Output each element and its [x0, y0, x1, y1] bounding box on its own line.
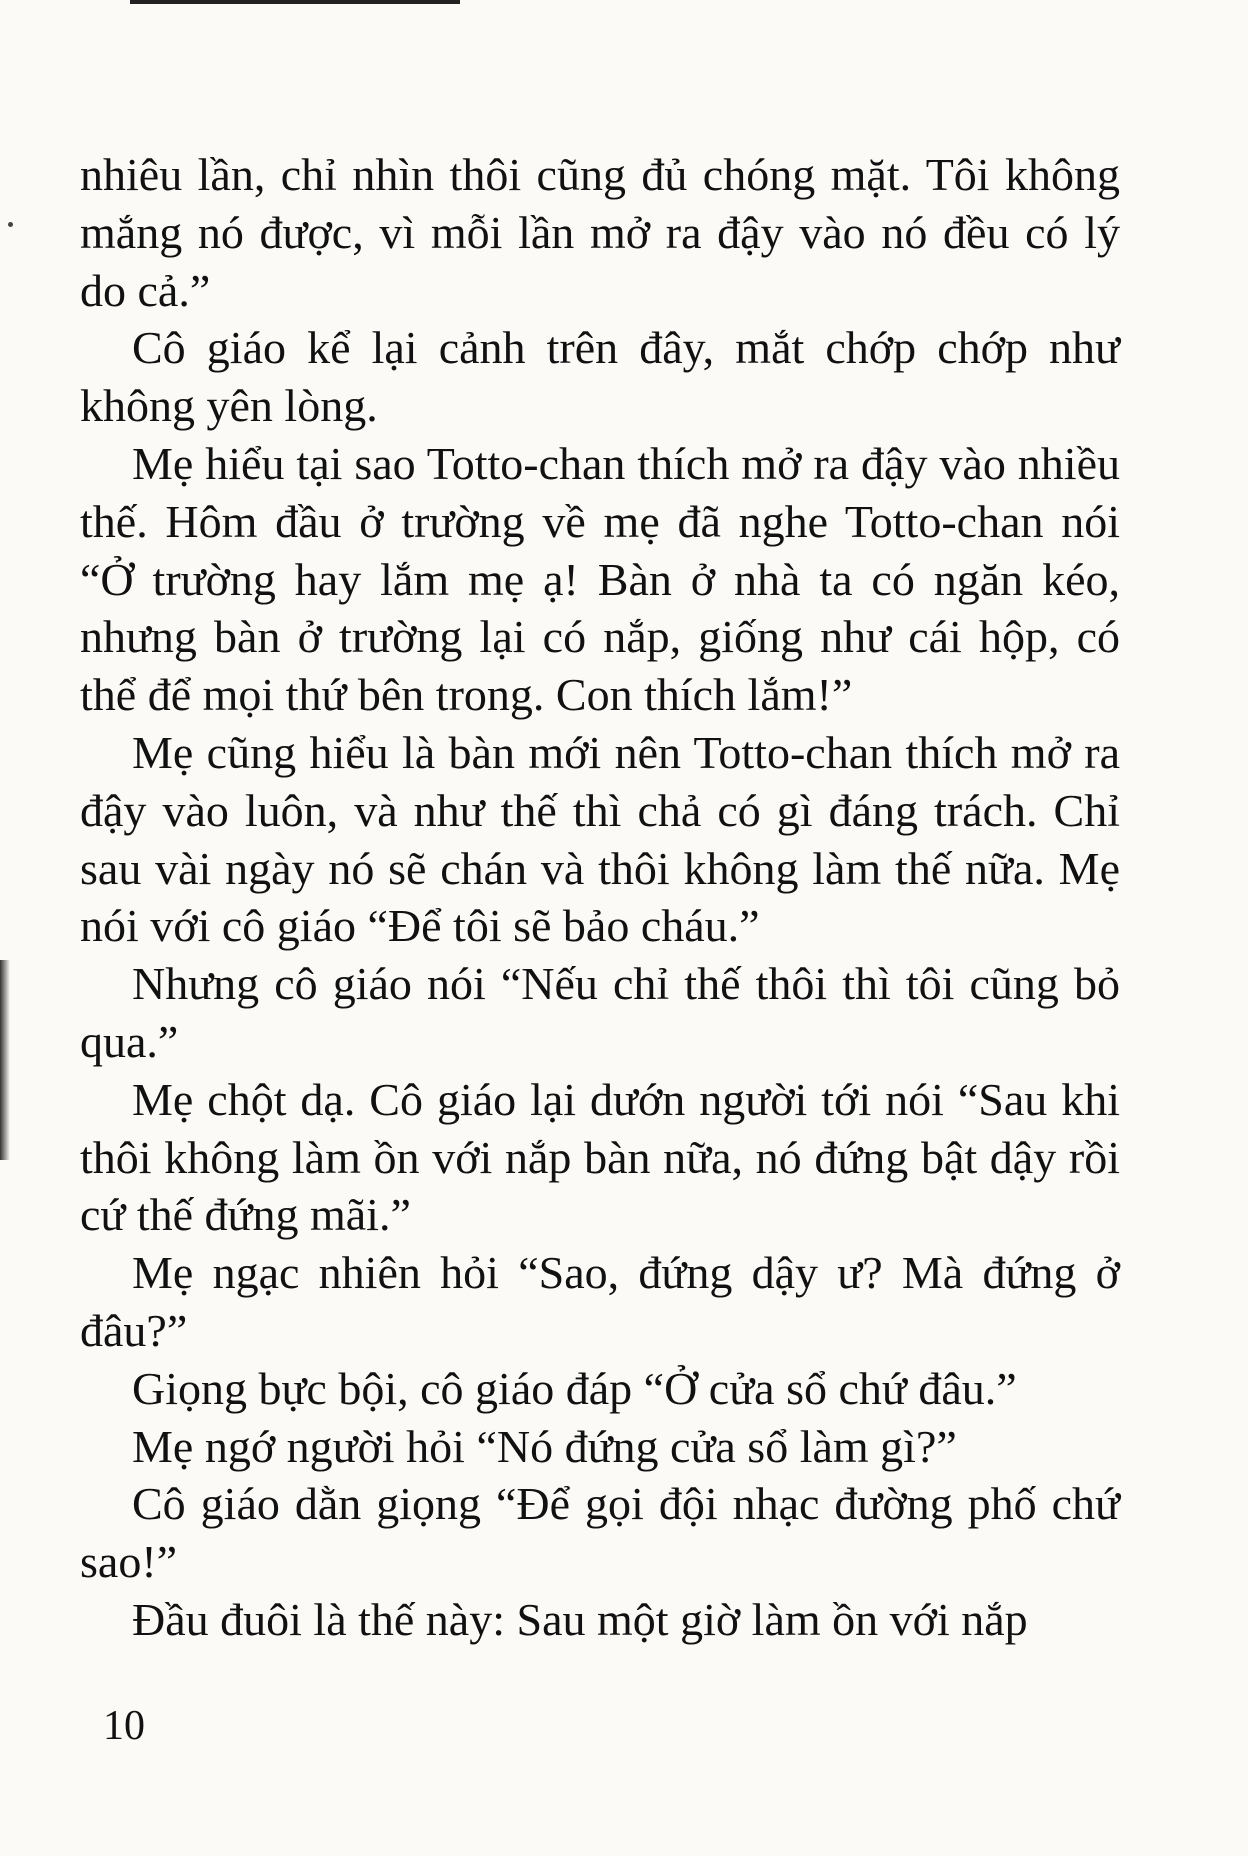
paragraph-10: Cô giáo dằn giọng “Để gọi đội nhạc đường phố chứ sao!” — [80, 1478, 1120, 1588]
paragraph-5: Nhưng cô giáo nói “Nếu chỉ thế thôi thì tôi cũng bỏ qua.” — [80, 958, 1120, 1067]
page-number: 10 — [103, 1703, 145, 1749]
paragraph-9: Mẹ ngớ người hỏi “Nó đứng cửa sổ làm gì?” — [132, 1420, 957, 1472]
header-rule — [130, 0, 460, 4]
body-text — [80, 146, 1120, 1649]
paragraph-4: Mẹ cũng hiểu là bàn mới nên Totto-chan thích mở ra đậy vào luôn, và như thế thì chả có gì đáng trách. Chỉ sau vài ngày nó sẽ chán và thôi không làm thế nữa. Mẹ nói với cô giáo “Để tôi sẽ bảo cháu.” — [80, 726, 1120, 952]
paragraph-8: Giọng bực bội, cô giáo đáp “Ở cửa sổ chứ đâu.” — [132, 1362, 1017, 1414]
paragraph-11: Đầu đuôi là thế này: Sau một giờ làm ồn với nắp — [132, 1593, 1028, 1645]
scan-speck — [8, 222, 13, 227]
paragraph-3: Mẹ hiểu tại sao Totto-chan thích mở ra đậy vào nhiều thế. Hôm đầu ở trường về mẹ đã nghe Totto-chan nói “Ở trường hay lắm mẹ ạ! Bàn ở nhà ta có ngăn kéo, nhưng bàn ở trường lại có nắp, giống như cái hộp, có thể để mọi thứ bên trong. Con thích lắm!” — [80, 437, 1120, 721]
paragraph-1: nhiêu lần, chỉ nhìn thôi cũng đủ chóng mặt. Tôi không mắng nó được, vì mỗi lần mở ra đậy vào nó đều có lý do cả.” — [80, 149, 1120, 316]
paragraph-6: Mẹ chột dạ. Cô giáo lại dướn người tới nói “Sau khi thôi không làm ồn với nắp bàn nữa, nó đứng bật dậy rồi cứ thế đứng mãi.” — [80, 1073, 1120, 1241]
binding-shadow — [0, 960, 10, 1160]
paragraph-7: Mẹ ngạc nhiên hỏi “Sao, đứng dậy ư? Mà đứng ở đâu?” — [80, 1247, 1120, 1356]
paragraph-2: Cô giáo kể lại cảnh trên đây, mắt chớp chớp như không yên lòng. — [80, 322, 1120, 432]
